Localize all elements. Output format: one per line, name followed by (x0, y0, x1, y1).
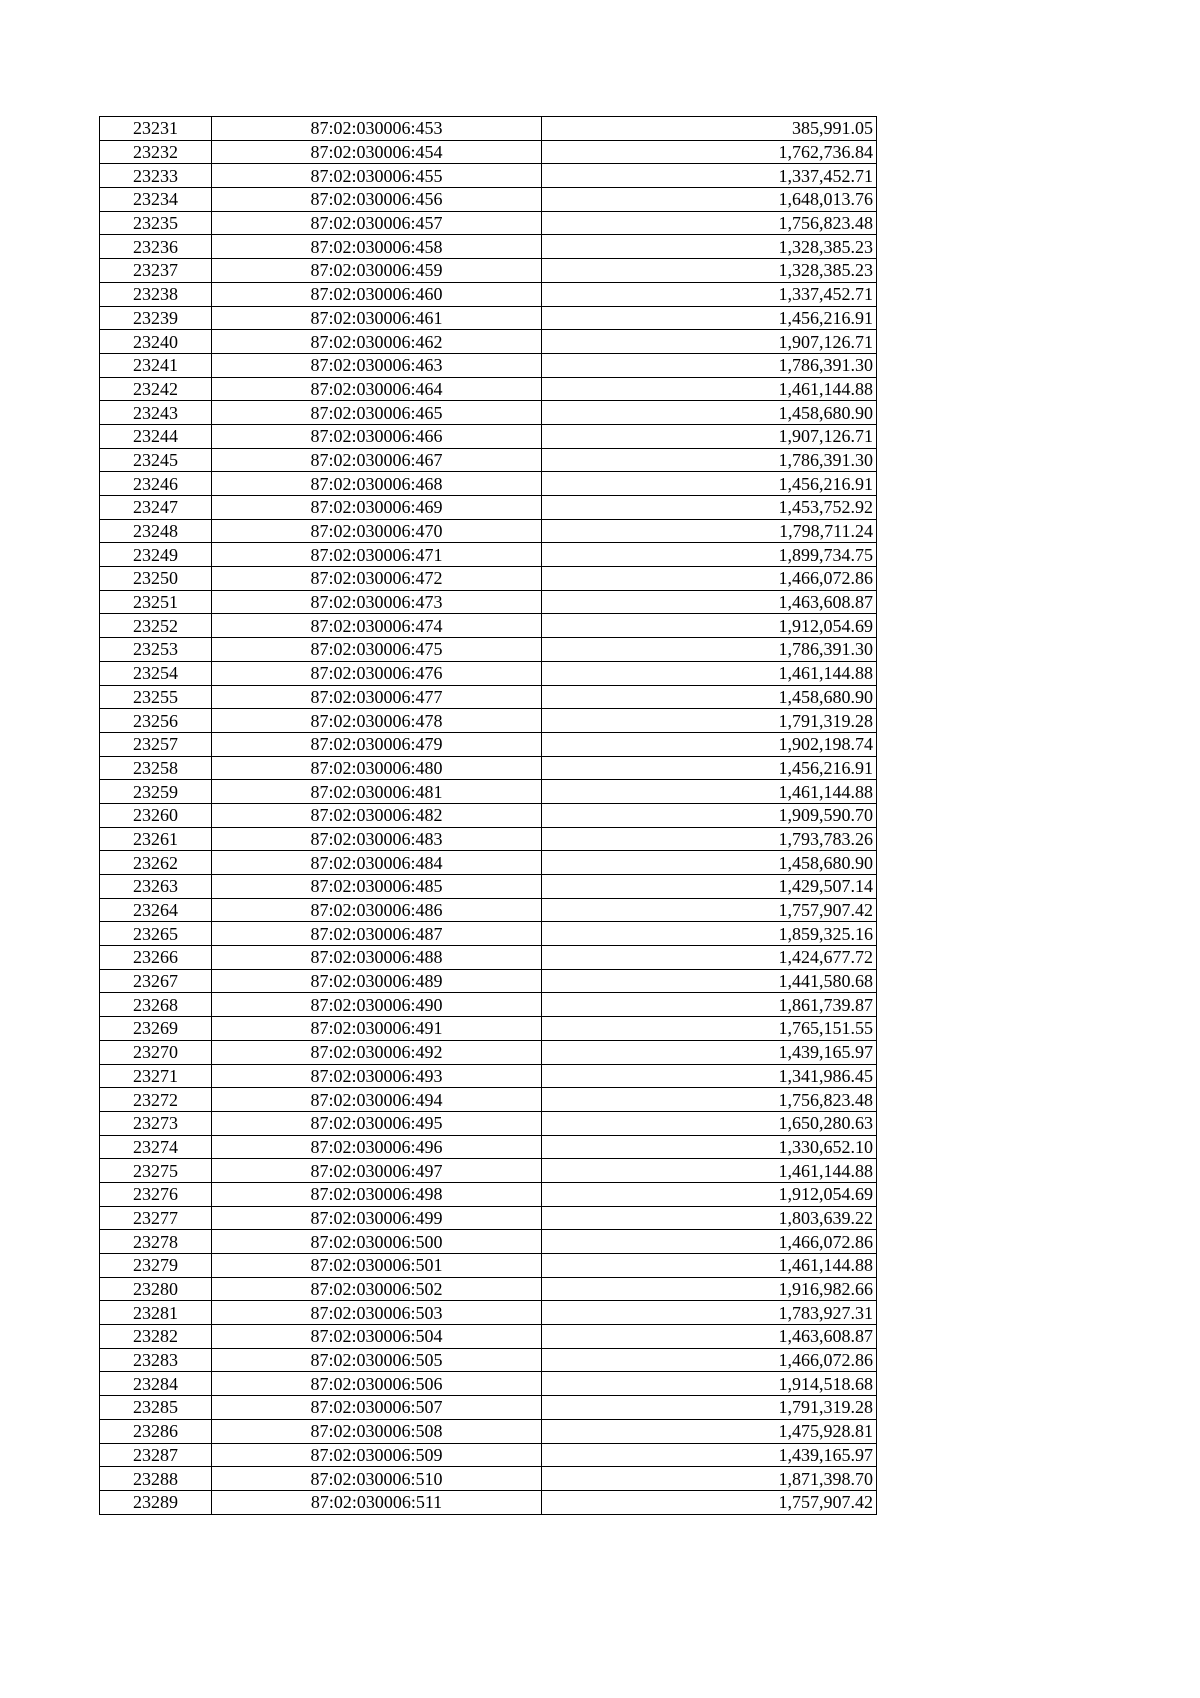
cadastral-number-cell: 87:02:030006:510 (212, 1467, 542, 1491)
cadastral-number-cell: 87:02:030006:489 (212, 969, 542, 993)
cadastral-value-cell: 1,861,739.87 (542, 993, 877, 1017)
table-row (100, 732, 877, 756)
row-number-cell: 23269 (100, 1017, 212, 1041)
cadastral-value-cell: 1,461,144.88 (542, 661, 877, 685)
row-number-cell: 23280 (100, 1277, 212, 1301)
table-row (100, 259, 877, 283)
cadastral-value-cell: 1,461,144.88 (542, 1254, 877, 1278)
table-row (100, 306, 877, 330)
cadastral-value-cell: 1,466,072.86 (542, 1348, 877, 1372)
cadastral-number-cell: 87:02:030006:485 (212, 875, 542, 899)
cadastral-value-cell: 1,463,608.87 (542, 590, 877, 614)
row-number-cell: 23233 (100, 164, 212, 188)
row-number-cell: 23236 (100, 235, 212, 259)
table-row (100, 1372, 877, 1396)
cadastral-value-cell: 1,791,319.28 (542, 1396, 877, 1420)
row-number-cell: 23242 (100, 377, 212, 401)
row-number-cell: 23281 (100, 1301, 212, 1325)
row-number-cell: 23278 (100, 1230, 212, 1254)
row-number-cell: 23241 (100, 353, 212, 377)
cadastral-number-cell: 87:02:030006:484 (212, 851, 542, 875)
cadastral-number-cell: 87:02:030006:454 (212, 140, 542, 164)
cadastral-value-cell: 1,648,013.76 (542, 188, 877, 212)
cadastral-value-cell: 1,765,151.55 (542, 1017, 877, 1041)
cadastral-value-table (99, 116, 877, 1515)
cadastral-number-cell: 87:02:030006:511 (212, 1490, 542, 1514)
cadastral-number-cell: 87:02:030006:479 (212, 732, 542, 756)
row-number-cell: 23274 (100, 1135, 212, 1159)
table-row (100, 1088, 877, 1112)
table-row (100, 875, 877, 899)
cadastral-value-cell: 1,650,280.63 (542, 1111, 877, 1135)
cadastral-value-cell: 1,914,518.68 (542, 1372, 877, 1396)
cadastral-value-cell: 1,456,216.91 (542, 756, 877, 780)
row-number-cell: 23264 (100, 898, 212, 922)
cadastral-value-cell: 1,916,982.66 (542, 1277, 877, 1301)
row-number-cell: 23287 (100, 1443, 212, 1467)
table-row (100, 590, 877, 614)
row-number-cell: 23277 (100, 1206, 212, 1230)
cadastral-number-cell: 87:02:030006:500 (212, 1230, 542, 1254)
cadastral-number-cell: 87:02:030006:488 (212, 946, 542, 970)
table-row (100, 638, 877, 662)
cadastral-value-cell: 1,439,165.97 (542, 1040, 877, 1064)
table-row (100, 898, 877, 922)
cadastral-value-cell: 1,456,216.91 (542, 306, 877, 330)
table-row (100, 1443, 877, 1467)
cadastral-value-cell: 1,909,590.70 (542, 803, 877, 827)
table-row (100, 661, 877, 685)
table-row (100, 803, 877, 827)
row-number-cell: 23265 (100, 922, 212, 946)
cadastral-value-cell: 1,762,736.84 (542, 140, 877, 164)
row-number-cell: 23234 (100, 188, 212, 212)
cadastral-value-cell: 1,429,507.14 (542, 875, 877, 899)
table-row (100, 780, 877, 804)
row-number-cell: 23271 (100, 1064, 212, 1088)
cadastral-value-cell: 1,907,126.71 (542, 330, 877, 354)
table-row (100, 709, 877, 733)
cadastral-value-cell: 1,793,783.26 (542, 827, 877, 851)
cadastral-number-cell: 87:02:030006:499 (212, 1206, 542, 1230)
row-number-cell: 23245 (100, 448, 212, 472)
row-number-cell: 23255 (100, 685, 212, 709)
table-row (100, 1111, 877, 1135)
cadastral-number-cell: 87:02:030006:505 (212, 1348, 542, 1372)
cadastral-number-cell: 87:02:030006:483 (212, 827, 542, 851)
table-row (100, 1325, 877, 1349)
row-number-cell: 23249 (100, 543, 212, 567)
cadastral-value-cell: 1,786,391.30 (542, 638, 877, 662)
cadastral-value-cell: 1,330,652.10 (542, 1135, 877, 1159)
row-number-cell: 23275 (100, 1159, 212, 1183)
cadastral-value-cell: 1,466,072.86 (542, 567, 877, 591)
table-row (100, 567, 877, 591)
cadastral-number-cell: 87:02:030006:461 (212, 306, 542, 330)
cadastral-number-cell: 87:02:030006:508 (212, 1419, 542, 1443)
cadastral-value-cell: 1,458,680.90 (542, 401, 877, 425)
row-number-cell: 23284 (100, 1372, 212, 1396)
cadastral-number-cell: 87:02:030006:496 (212, 1135, 542, 1159)
table-row (100, 353, 877, 377)
cadastral-number-cell: 87:02:030006:464 (212, 377, 542, 401)
cadastral-value-cell: 1,859,325.16 (542, 922, 877, 946)
row-number-cell: 23288 (100, 1467, 212, 1491)
cadastral-value-cell: 1,458,680.90 (542, 851, 877, 875)
table-row (100, 1348, 877, 1372)
row-number-cell: 23253 (100, 638, 212, 662)
cadastral-number-cell: 87:02:030006:487 (212, 922, 542, 946)
table-row (100, 448, 877, 472)
cadastral-number-cell: 87:02:030006:471 (212, 543, 542, 567)
cadastral-number-cell: 87:02:030006:455 (212, 164, 542, 188)
row-number-cell: 23243 (100, 401, 212, 425)
table-row (100, 993, 877, 1017)
cadastral-number-cell: 87:02:030006:486 (212, 898, 542, 922)
row-number-cell: 23262 (100, 851, 212, 875)
cadastral-value-cell: 1,475,928.81 (542, 1419, 877, 1443)
cadastral-value-cell: 1,899,734.75 (542, 543, 877, 567)
table-row (100, 1017, 877, 1041)
cadastral-value-cell: 1,453,752.92 (542, 496, 877, 520)
table-row (100, 756, 877, 780)
cadastral-number-cell: 87:02:030006:470 (212, 519, 542, 543)
row-number-cell: 23285 (100, 1396, 212, 1420)
cadastral-value-cell: 1,461,144.88 (542, 1159, 877, 1183)
row-number-cell: 23261 (100, 827, 212, 851)
cadastral-number-cell: 87:02:030006:465 (212, 401, 542, 425)
cadastral-number-cell: 87:02:030006:501 (212, 1254, 542, 1278)
cadastral-number-cell: 87:02:030006:459 (212, 259, 542, 283)
table-row (100, 1064, 877, 1088)
row-number-cell: 23244 (100, 424, 212, 448)
cadastral-value-cell: 1,341,986.45 (542, 1064, 877, 1088)
table-row (100, 330, 877, 354)
row-number-cell: 23263 (100, 875, 212, 899)
table-row (100, 851, 877, 875)
cadastral-number-cell: 87:02:030006:493 (212, 1064, 542, 1088)
row-number-cell: 23251 (100, 590, 212, 614)
table-row (100, 1277, 877, 1301)
table-row (100, 1419, 877, 1443)
row-number-cell: 23272 (100, 1088, 212, 1112)
table-row (100, 282, 877, 306)
cadastral-number-cell: 87:02:030006:460 (212, 282, 542, 306)
cadastral-value-cell: 1,871,398.70 (542, 1467, 877, 1491)
cadastral-value-cell: 1,424,677.72 (542, 946, 877, 970)
cadastral-value-cell: 1,757,907.42 (542, 1490, 877, 1514)
row-number-cell: 23286 (100, 1419, 212, 1443)
table-row (100, 1467, 877, 1491)
table-row (100, 1135, 877, 1159)
cadastral-number-cell: 87:02:030006:466 (212, 424, 542, 448)
row-number-cell: 23231 (100, 117, 212, 141)
cadastral-number-cell: 87:02:030006:492 (212, 1040, 542, 1064)
cadastral-number-cell: 87:02:030006:478 (212, 709, 542, 733)
row-number-cell: 23246 (100, 472, 212, 496)
table-row (100, 685, 877, 709)
cadastral-value-cell: 1,757,907.42 (542, 898, 877, 922)
cadastral-value-cell: 1,328,385.23 (542, 235, 877, 259)
cadastral-number-cell: 87:02:030006:472 (212, 567, 542, 591)
row-number-cell: 23239 (100, 306, 212, 330)
cadastral-number-cell: 87:02:030006:477 (212, 685, 542, 709)
cadastral-value-cell: 1,458,680.90 (542, 685, 877, 709)
cadastral-value-cell: 1,786,391.30 (542, 448, 877, 472)
table-row (100, 117, 877, 141)
table-row (100, 1490, 877, 1514)
cadastral-number-cell: 87:02:030006:463 (212, 353, 542, 377)
cadastral-number-cell: 87:02:030006:474 (212, 614, 542, 638)
table-row (100, 1206, 877, 1230)
cadastral-number-cell: 87:02:030006:480 (212, 756, 542, 780)
cadastral-number-cell: 87:02:030006:469 (212, 496, 542, 520)
row-number-cell: 23260 (100, 803, 212, 827)
table-row (100, 1301, 877, 1325)
table-body (100, 117, 877, 1515)
row-number-cell: 23238 (100, 282, 212, 306)
table-row (100, 401, 877, 425)
row-number-cell: 23266 (100, 946, 212, 970)
cadastral-value-cell: 1,328,385.23 (542, 259, 877, 283)
cadastral-value-cell: 1,466,072.86 (542, 1230, 877, 1254)
cadastral-number-cell: 87:02:030006:498 (212, 1182, 542, 1206)
cadastral-number-cell: 87:02:030006:495 (212, 1111, 542, 1135)
row-number-cell: 23240 (100, 330, 212, 354)
cadastral-number-cell: 87:02:030006:462 (212, 330, 542, 354)
row-number-cell: 23258 (100, 756, 212, 780)
table-row (100, 235, 877, 259)
table-row (100, 1182, 877, 1206)
cadastral-number-cell: 87:02:030006:509 (212, 1443, 542, 1467)
cadastral-number-cell: 87:02:030006:506 (212, 1372, 542, 1396)
cadastral-number-cell: 87:02:030006:473 (212, 590, 542, 614)
table-row (100, 946, 877, 970)
cadastral-value-cell: 1,461,144.88 (542, 780, 877, 804)
cadastral-number-cell: 87:02:030006:497 (212, 1159, 542, 1183)
row-number-cell: 23289 (100, 1490, 212, 1514)
table-row (100, 827, 877, 851)
cadastral-value-cell: 1,337,452.71 (542, 282, 877, 306)
row-number-cell: 23279 (100, 1254, 212, 1278)
table-row (100, 1396, 877, 1420)
table-row (100, 614, 877, 638)
cadastral-number-cell: 87:02:030006:491 (212, 1017, 542, 1041)
row-number-cell: 23254 (100, 661, 212, 685)
cadastral-value-cell: 1,463,608.87 (542, 1325, 877, 1349)
cadastral-value-cell: 1,337,452.71 (542, 164, 877, 188)
cadastral-value-cell: 1,912,054.69 (542, 614, 877, 638)
table-row (100, 377, 877, 401)
cadastral-value-cell: 1,456,216.91 (542, 472, 877, 496)
cadastral-value-cell: 1,798,711.24 (542, 519, 877, 543)
cadastral-value-cell: 1,439,165.97 (542, 1443, 877, 1467)
cadastral-value-cell: 1,786,391.30 (542, 353, 877, 377)
table-row (100, 164, 877, 188)
cadastral-number-cell: 87:02:030006:476 (212, 661, 542, 685)
table-row (100, 140, 877, 164)
cadastral-value-cell: 1,912,054.69 (542, 1182, 877, 1206)
cadastral-value-cell: 1,803,639.22 (542, 1206, 877, 1230)
row-number-cell: 23273 (100, 1111, 212, 1135)
row-number-cell: 23259 (100, 780, 212, 804)
cadastral-number-cell: 87:02:030006:475 (212, 638, 542, 662)
table-row (100, 496, 877, 520)
cadastral-value-cell: 385,991.05 (542, 117, 877, 141)
cadastral-number-cell: 87:02:030006:458 (212, 235, 542, 259)
cadastral-value-cell: 1,756,823.48 (542, 211, 877, 235)
table-row (100, 1040, 877, 1064)
cadastral-number-cell: 87:02:030006:503 (212, 1301, 542, 1325)
row-number-cell: 23270 (100, 1040, 212, 1064)
table-row (100, 188, 877, 212)
cadastral-value-cell: 1,441,580.68 (542, 969, 877, 993)
cadastral-number-cell: 87:02:030006:494 (212, 1088, 542, 1112)
row-number-cell: 23268 (100, 993, 212, 1017)
row-number-cell: 23247 (100, 496, 212, 520)
cadastral-number-cell: 87:02:030006:467 (212, 448, 542, 472)
cadastral-number-cell: 87:02:030006:456 (212, 188, 542, 212)
row-number-cell: 23257 (100, 732, 212, 756)
cadastral-number-cell: 87:02:030006:481 (212, 780, 542, 804)
table-row (100, 543, 877, 567)
table-row (100, 1230, 877, 1254)
table-row (100, 519, 877, 543)
row-number-cell: 23256 (100, 709, 212, 733)
row-number-cell: 23248 (100, 519, 212, 543)
cadastral-number-cell: 87:02:030006:457 (212, 211, 542, 235)
cadastral-value-cell: 1,902,198.74 (542, 732, 877, 756)
cadastral-number-cell: 87:02:030006:482 (212, 803, 542, 827)
row-number-cell: 23252 (100, 614, 212, 638)
cadastral-value-cell: 1,461,144.88 (542, 377, 877, 401)
row-number-cell: 23276 (100, 1182, 212, 1206)
cadastral-value-cell: 1,756,823.48 (542, 1088, 877, 1112)
cadastral-number-cell: 87:02:030006:507 (212, 1396, 542, 1420)
table-row (100, 1254, 877, 1278)
row-number-cell: 23250 (100, 567, 212, 591)
table-row (100, 1159, 877, 1183)
cadastral-number-cell: 87:02:030006:490 (212, 993, 542, 1017)
cadastral-number-cell: 87:02:030006:453 (212, 117, 542, 141)
cadastral-value-cell: 1,907,126.71 (542, 424, 877, 448)
cadastral-number-cell: 87:02:030006:468 (212, 472, 542, 496)
row-number-cell: 23232 (100, 140, 212, 164)
cadastral-value-cell: 1,791,319.28 (542, 709, 877, 733)
row-number-cell: 23267 (100, 969, 212, 993)
table-row (100, 969, 877, 993)
table-row (100, 424, 877, 448)
table-row (100, 922, 877, 946)
row-number-cell: 23237 (100, 259, 212, 283)
cadastral-number-cell: 87:02:030006:504 (212, 1325, 542, 1349)
cadastral-number-cell: 87:02:030006:502 (212, 1277, 542, 1301)
row-number-cell: 23235 (100, 211, 212, 235)
row-number-cell: 23283 (100, 1348, 212, 1372)
table-row (100, 472, 877, 496)
row-number-cell: 23282 (100, 1325, 212, 1349)
cadastral-value-cell: 1,783,927.31 (542, 1301, 877, 1325)
table-row (100, 211, 877, 235)
